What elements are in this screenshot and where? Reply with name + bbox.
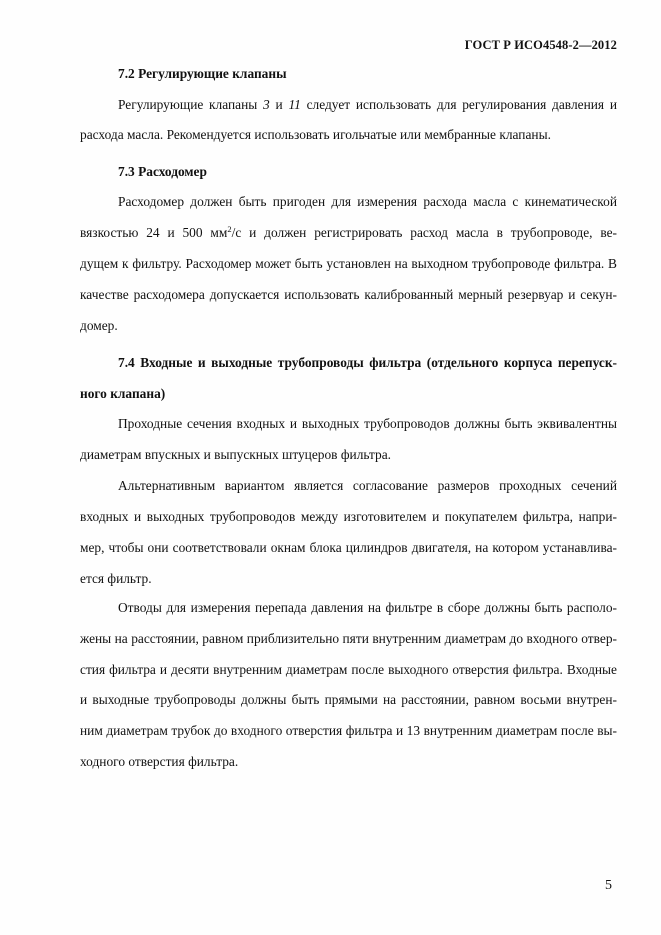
text-span: следует использовать для регулирования давления и xyxy=(300,97,617,112)
section-7-4-heading-line-1: 7.4 Входные и выходные трубопроводы фильтра (отдельного корпуса перепуск- xyxy=(118,355,617,370)
document-code-header: ГОСТ Р ИСО4548-2—2012 xyxy=(464,38,617,52)
section-7-3-text-line-4: качестве расходомера допускается использовать калиброванный мерный резервуар и секун- xyxy=(80,287,617,302)
section-7-3-heading: 7.3 Расходомер xyxy=(118,164,207,179)
section-7-3-text-line-5: домер. xyxy=(80,318,118,333)
section-7-4-p3-line-2: жены на расстоянии, равном приблизительно пяти внутренним диаметрам до входного отвер- xyxy=(80,631,617,646)
text-span: Регулирующие клапаны xyxy=(118,97,264,112)
text-span: вязкостью 24 и 500 мм xyxy=(80,225,228,240)
section-7-3-text-line-2 xyxy=(80,225,617,241)
section-7-4-p1-line-2: диаметрам впускных и выпускных штуцеров фильтра. xyxy=(80,447,391,462)
section-7-4-p3-line-6: ходного отверстия фильтра. xyxy=(80,754,239,769)
section-7-4-p3-line-4: и выходные трубопроводы должны быть прямыми на расстоянии, равном восьми внутрен- xyxy=(80,692,617,707)
section-7-4-p3-line-5: ним диаметрам трубок до входного отверстия фильтра и 13 внутренним диаметрам после вы- xyxy=(80,723,617,738)
section-7-4-p3-line-1: Отводы для измерения перепада давления на фильтре в сборе должны быть располо- xyxy=(118,600,617,615)
valve-number-11: 11 xyxy=(288,97,301,112)
section-7-4-p2-line-2: входных и выходных трубопроводов между изготовителем и покупателем фильтра, напри- xyxy=(80,509,617,524)
valve-number-3: 3 xyxy=(263,97,270,112)
section-7-4-p1-line-1: Проходные сечения входных и выходных трубопроводов должны быть эквивалентны xyxy=(118,416,617,431)
section-7-2-text-line-1 xyxy=(118,97,617,113)
section-7-4-p2-line-3: мер, чтобы они соответствовали окнам блока цилиндров двигателя, на котором устанавлива- xyxy=(80,540,617,555)
section-7-4-heading-line-2: ного клапана) xyxy=(80,386,166,401)
superscript: 2 xyxy=(227,224,232,234)
section-7-2-text-line-2: расхода масла. Рекомендуется использовать игольчатые или мембранные клапаны. xyxy=(80,127,551,142)
section-7-4-p2-line-4: ется фильтр. xyxy=(80,571,152,586)
section-7-3-text-line-1: Расходомер должен быть пригоден для измерения расхода масла с кинематической xyxy=(118,194,617,209)
section-7-4-p3-line-3: стия фильтра и десяти внутренним диаметрам после выходного отверстия фильтра. Входные xyxy=(80,662,617,677)
section-7-4-p2-line-1: Альтернативным вариантом является согласование размеров проходных сечений xyxy=(118,478,617,493)
page-number: 5 xyxy=(605,878,612,893)
text-span: /с и должен регистрировать расход масла в трубопроводе, ве- xyxy=(231,225,617,240)
section-7-3-text-line-3: дущем к фильтру. Расходомер может быть установлен на выходном трубопроводе фильтра. В xyxy=(80,256,617,271)
section-7-2-heading: 7.2 Регулирующие клапаны xyxy=(118,66,287,81)
text-span: и xyxy=(269,97,289,112)
